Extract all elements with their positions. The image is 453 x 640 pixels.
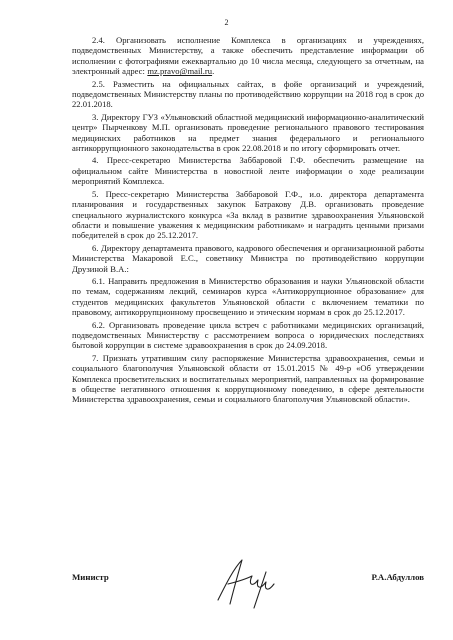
paragraph-6-1: 6.1. Направить предложения в Министерство образования и науки Ульяновской области по темам, содержаниям лекций, семинаров курса «Антикоррупционное образование» для студентов медицинских факультетов Ульяновской области с включением тематики по правовому, антикоррупционному просвещению и этическим нормам в срок до 25.12.2017.	[72, 275, 424, 318]
paragraph-6-2: 6.2. Организовать проведение цикла встреч с работниками медицинских организаций, подведомственных Министерству с рассмотрением вопроса о юридических последствиях бытовой коррупции в системе здравоохранения в срок до 24.09.2018.	[72, 319, 424, 351]
paragraph-2-4	[72, 35, 424, 77]
paragraph-5: 5. Пресс-секретарю Министерства Заббаровой Г.Ф., и.о. директора департамента планирования и государственных закупок Батракову Д.В. организовать проведение специального журналистского конкурса «За вклад в развитие здравоохранения Ульяновской области и повышение уважения к медицинским работникам» и наградить ценными призами победителей в срок до 25.12.2017.	[72, 188, 424, 241]
paragraph-7: 7. Признать утратившим силу распоряжение Министерства здравоохранения, семьи и социального благополучия Ульяновской области от 15.01.2015 № 49-р «Об утверждении Комплекса просветительских и воспитательных мероприятий, направленных на формирование в обществе негативного отношения к коррупционному поведению, в сфере деятельности Министерства здравоохранения, семьи и социального благополучия Ульяновской области».	[72, 352, 424, 405]
paragraph-2-4-text: 2.4. Организовать исполнение Комплекса в организациях и учреждениях, подведомственных Министерству, а также обеспечить представление информации об исполнении с фотографиями ежеквартально до 10 числа месяца, следующего за отчетным, на электронный адрес:	[72, 35, 424, 77]
signatory-position: Министр	[72, 572, 109, 582]
document-body	[72, 35, 424, 407]
signature-block	[72, 572, 424, 622]
paragraph-4: 4. Пресс-секретарю Министерства Заббаровой Г.Ф. обеспечить размещение на официальном сайте Министерства в новостной ленте информации о ходе реализации мероприятий Комплекса.	[72, 155, 424, 187]
signatory-name: Р.А.Абдуллов	[371, 572, 424, 582]
paragraph-3: 3. Директору ГУЗ «Ульяновский областной медицинский информационно-аналитический центр» Пырченкову М.П. организовать проведение регионального правового тестирования медицинских работников на предмет знания федерального и регионального антикоррупционного законодательства в срок 22.08.2018 и по итогу сформировать отчет.	[72, 111, 424, 154]
email-address: mz.pravo@mail.ru	[147, 66, 213, 77]
paragraph-6: 6. Директору департамента правового, кадрового обеспечения и организационной работы Министерства Макаровой Е.С., советнику Министра по противодействию коррупции Друзиной В.А.:	[72, 242, 424, 274]
handwritten-signature	[212, 554, 292, 610]
paragraph-2-5: 2.5. Разместить на официальных сайтах, в фойе организаций и учреждений, подведомственных Министерству планы по противодействию коррупции на 2018 год в срок до 22.01.2018.	[72, 78, 424, 110]
page-number: 2	[224, 18, 229, 27]
paragraph-2-4-end: .	[212, 66, 215, 77]
